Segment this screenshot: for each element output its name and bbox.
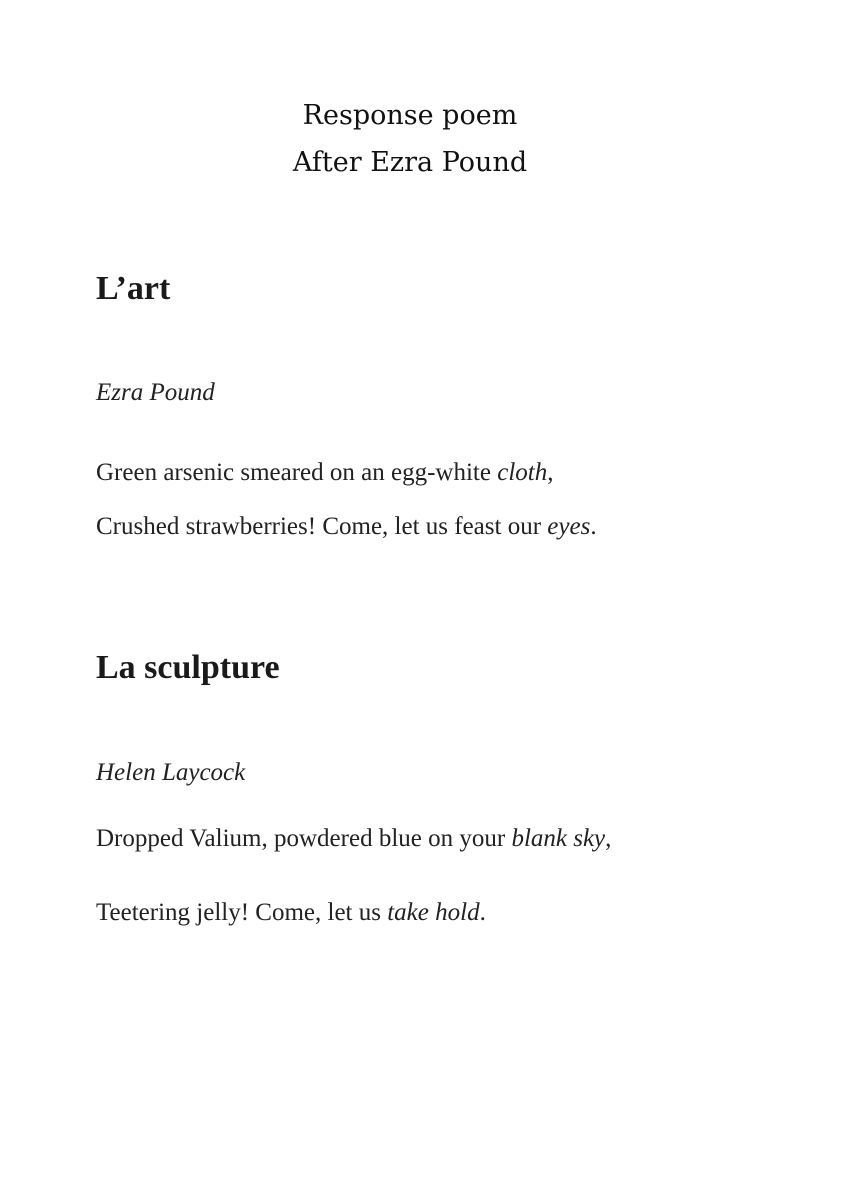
poem-line bbox=[96, 826, 611, 851]
poem-line bbox=[96, 900, 486, 925]
header-line-1: Response poem bbox=[302, 100, 518, 131]
poem-line-text: Crushed strawberries! Come, let us feast our bbox=[96, 513, 548, 540]
poem-author-helen-laycock: Helen Laycock bbox=[96, 759, 246, 786]
poem-line-punct: , bbox=[547, 459, 554, 486]
poem-line-punct: . bbox=[590, 513, 597, 540]
poem-title-lart: L’art bbox=[96, 270, 171, 307]
poem-line-emphasis: take hold bbox=[387, 899, 480, 926]
poem-line bbox=[96, 460, 553, 485]
poem-line-text: Dropped Valium, powdered blue on your bbox=[96, 825, 512, 852]
poem-author-ezra-pound: Ezra Pound bbox=[96, 379, 215, 406]
poem-line-punct: . bbox=[479, 899, 486, 926]
poem-line-emphasis: blank sky bbox=[511, 825, 606, 852]
header-line-2: After Ezra Pound bbox=[292, 147, 528, 178]
poem-line-emphasis: eyes bbox=[547, 513, 591, 540]
poem-title-la-sculpture: La sculpture bbox=[96, 649, 280, 686]
poem-line-text: Teetering jelly! Come, let us bbox=[96, 899, 388, 926]
poem-line-punct: , bbox=[605, 825, 612, 852]
poem-line-emphasis: cloth bbox=[497, 459, 548, 486]
poem-line-text: Green arsenic smeared on an egg-white bbox=[96, 459, 498, 486]
poem-line bbox=[96, 514, 597, 539]
